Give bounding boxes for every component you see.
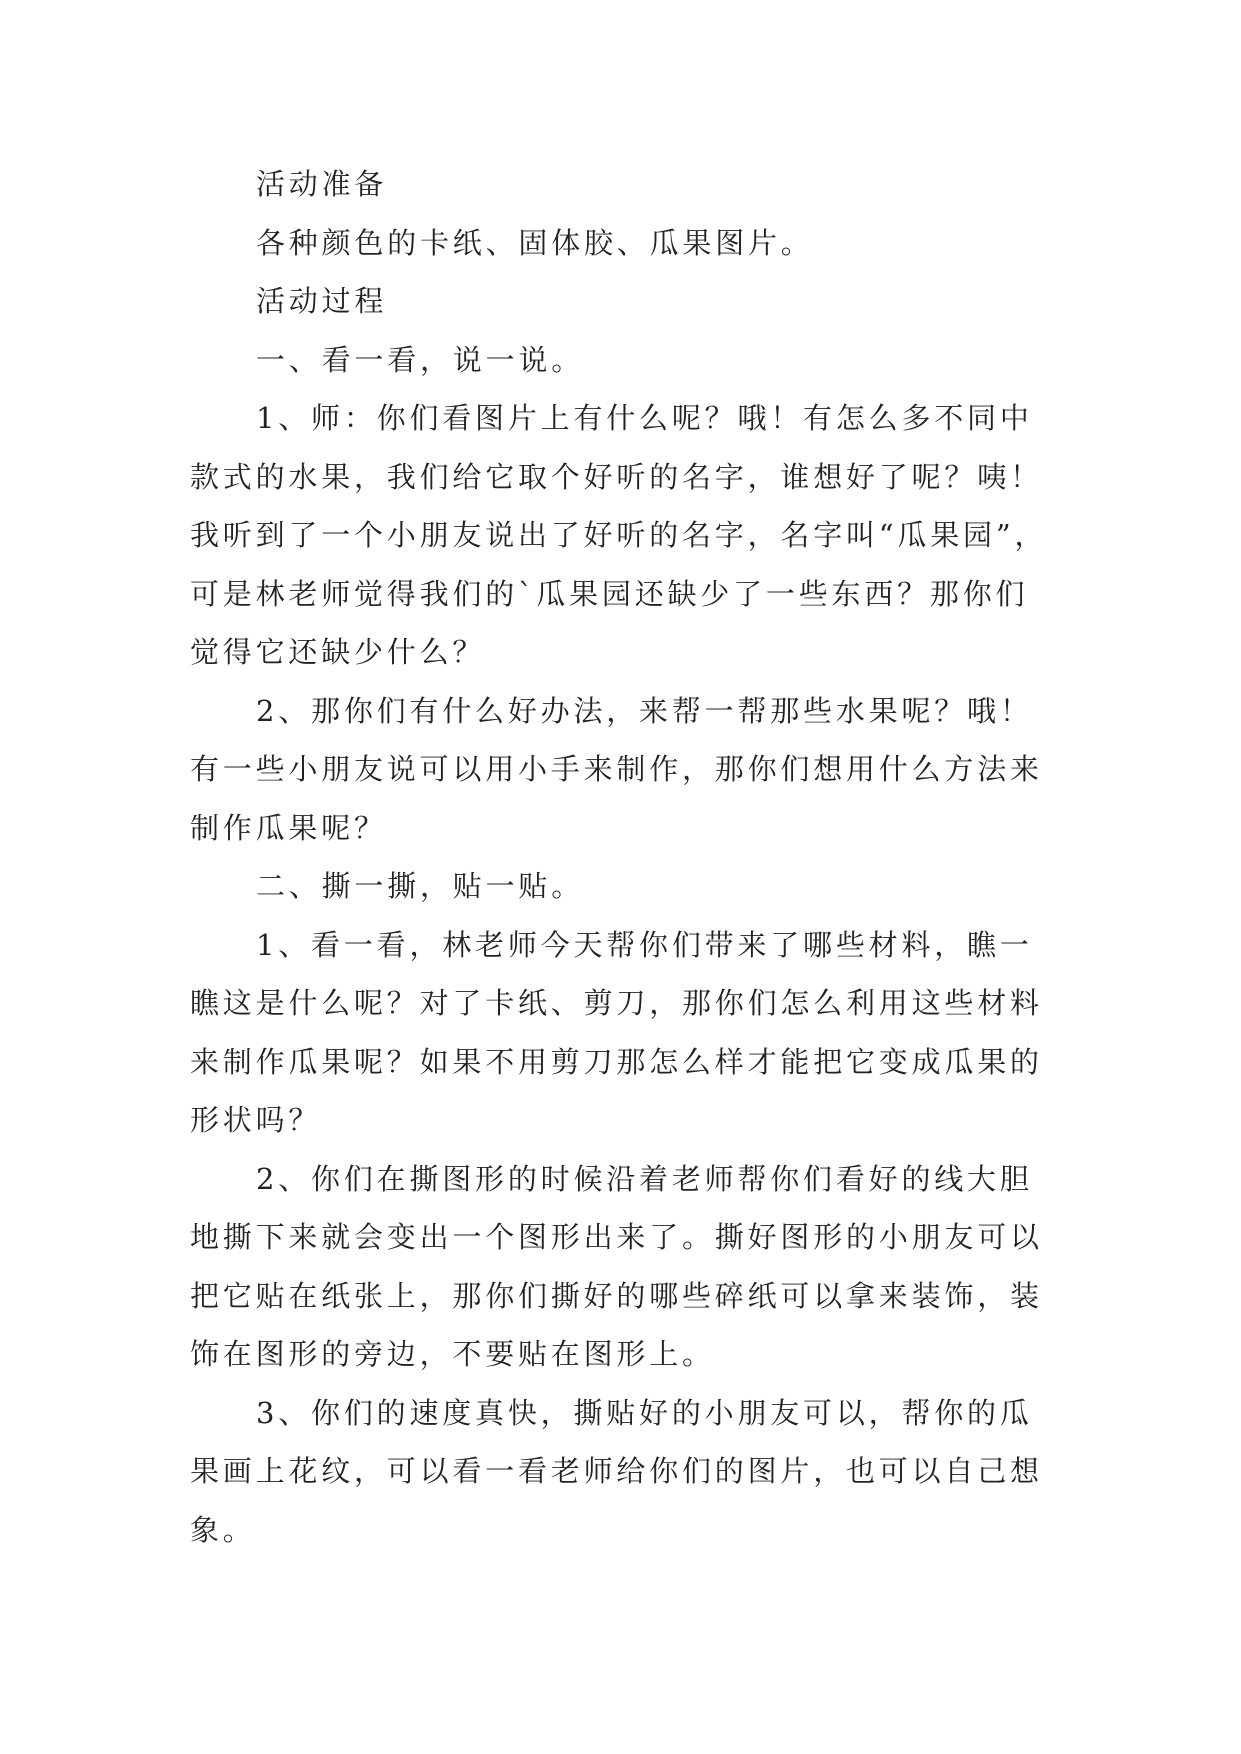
section-heading-preparation: 活动准备 xyxy=(256,167,388,201)
paragraph-step-2-1: 1、看一看，林老师今天帮你们带来了哪些材料，瞧一瞧这是什么呢？对了卡纸、剪刀，那你们怎么利用这些材料来制作瓜果呢？如果不用剪刀那怎么样才能把它变成瓜果的形状吗？ xyxy=(190,927,1043,1137)
paragraph-step-2-2: 2、你们在撕图形的时候沿着老师帮你们看好的线大胆地撕下来就会变出一个图形出来了。撕好图形的小朋友可以把它贴在纸张上，那你们撕好的哪些碎纸可以拿来装饰，装饰在图形的旁边，不要贴在图形上。 xyxy=(190,1161,1043,1371)
paragraph-materials: 各种颜色的卡纸、固体胶、瓜果图片。 xyxy=(256,225,814,260)
paragraph-step-1-1: 1、师：你们看图片上有什么呢？哦！有怎么多不同中款式的水果，我们给它取个好听的名字，谁想好了呢？咦！我听到了一个小朋友说出了好听的名字，名字叫“瓜果园”，可是林老师觉得我们的`瓜果园还缺少了一些东西？那你们觉得它还缺少什么？ xyxy=(190,401,1048,669)
document-body xyxy=(190,155,1050,1559)
paragraph-step-1-2: 2、那你们有什么好办法，来帮一帮那些水果呢？哦！有一些小朋友说可以用小手来制作，那你们想用什么方法来制作瓜果呢？ xyxy=(190,693,1043,845)
section-heading-process: 活动过程 xyxy=(256,284,388,318)
step-heading-look-and-say: 一、看一看，说一说。 xyxy=(256,342,585,377)
paragraph-step-2-3: 3、你们的速度真快，撕贴好的小朋友可以，帮你的瓜果画上花纹，可以看一看老师给你们的图片，也可以自己想象。 xyxy=(190,1395,1043,1547)
step-heading-tear-and-paste: 二、撕一撕，贴一贴。 xyxy=(256,869,585,903)
